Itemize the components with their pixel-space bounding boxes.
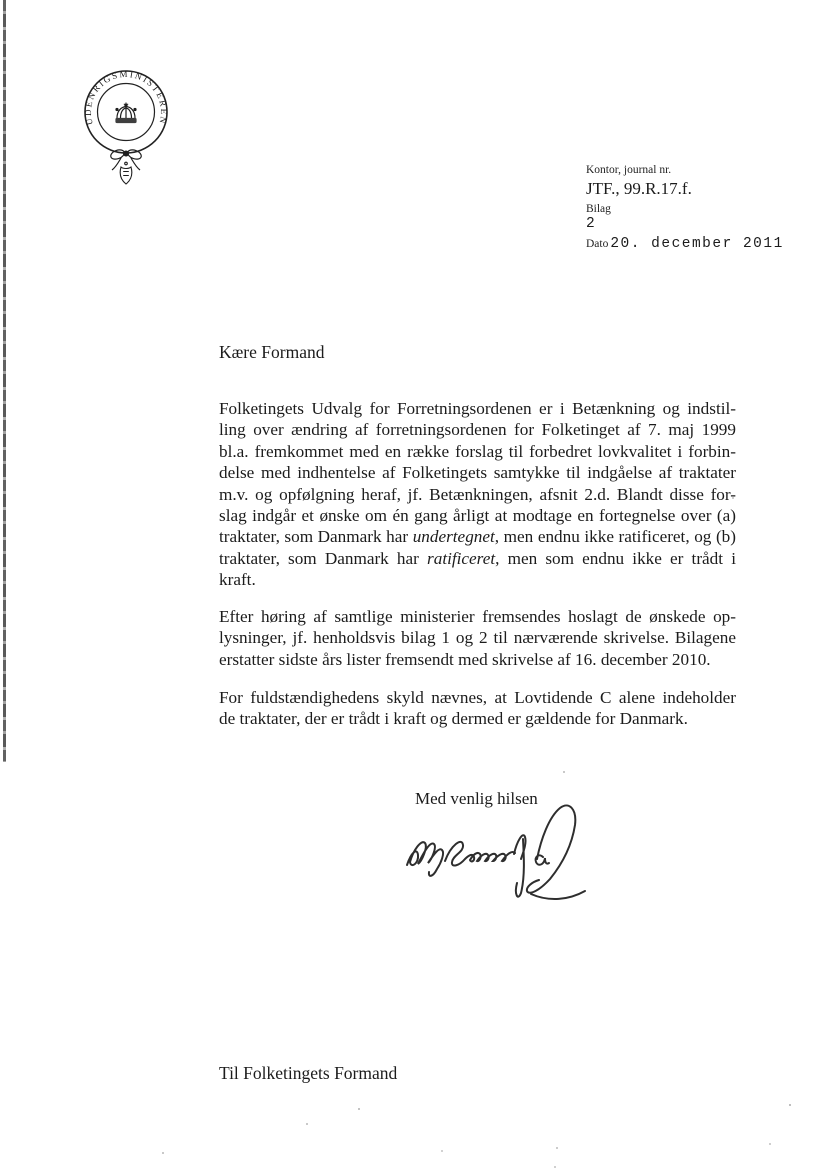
seal-pendant-icon: [120, 162, 132, 184]
closing-phrase: Med venlig hilsen: [415, 789, 538, 808]
text-line: bl.a. fremkommet med en række forslag til forbedret lovkvalitet i forbin-: [219, 441, 736, 461]
kontor-journal-label: Kontor, journal nr.: [586, 164, 672, 176]
crown-icon: [116, 103, 136, 123]
text-line: For fuldstændighedens skyld nævnes, at Lovtidende C alene indeholder: [219, 688, 736, 707]
seal-ring-text: UDENRIGSMINISTEREN: [82, 68, 170, 127]
text-line: delse med indhentelse af Folketingets samtykke til indgåelse af traktater: [219, 463, 736, 483]
text-line: ling over ændring af forretningsordenen for Folketinget af 7. maj 1999: [219, 420, 736, 440]
journal-header: [586, 163, 816, 253]
bilag-value: 2: [586, 216, 597, 232]
dato-label: Dato: [586, 238, 609, 250]
handwritten-signature: [401, 797, 593, 907]
ribbon-bow-icon: [109, 148, 142, 170]
paragraph-2: [219, 606, 736, 670]
text-line: m.v. og opfølgning heraf, jf. Betænkningen, afsnit 2.d. Blandt disse for-: [219, 484, 736, 504]
text-line: slag indgår et ønske om én gang årligt at modtage en fortegnelse over (a): [219, 506, 736, 526]
ministry-crown-seal: [80, 62, 172, 192]
scan-noise-speckles: [0, 0, 2, 2]
text-line: lysninger, jf. henholdsvis bilag 1 og 2 til nærværende skrivelse. Bilagene: [219, 628, 736, 648]
recipient-line: Til Folketingets Formand: [219, 1063, 398, 1083]
signature-icon: [401, 797, 593, 907]
date-row: [586, 236, 816, 253]
text-line: de traktater, der er trådt i kraft og dermed er gældende for Danmark.: [219, 709, 688, 729]
text-line: traktater, som Danmark har undertegnet, men endnu ikke ratificeret, og (b): [219, 527, 736, 547]
journal-number-value: JTF., 99.R.17.f.: [586, 179, 692, 198]
paragraph-3: [219, 687, 736, 730]
dato-value: 20. december 2011: [610, 236, 784, 252]
paragraph-1: [219, 398, 736, 591]
salutation: Kære Formand: [219, 342, 325, 362]
text-line: kraft.: [219, 570, 256, 590]
scan-artifact-line: [3, 0, 6, 762]
text-line: Folketingets Udvalg for Forretningsordenen er i Betænkning og indstil-: [219, 399, 736, 418]
bilag-label: Bilag: [586, 203, 611, 215]
text-line: Efter høring af samtlige ministerier fremsendes hoslagt de ønskede op-: [219, 607, 736, 626]
text-line: traktater, som Danmark har ratificeret, men som endnu ikke er trådt i: [219, 548, 736, 568]
text-line: erstatter sidste års lister fremsendt med skrivelse af 16. december 2010.: [219, 649, 711, 669]
crown-seal-icon: [80, 62, 172, 192]
